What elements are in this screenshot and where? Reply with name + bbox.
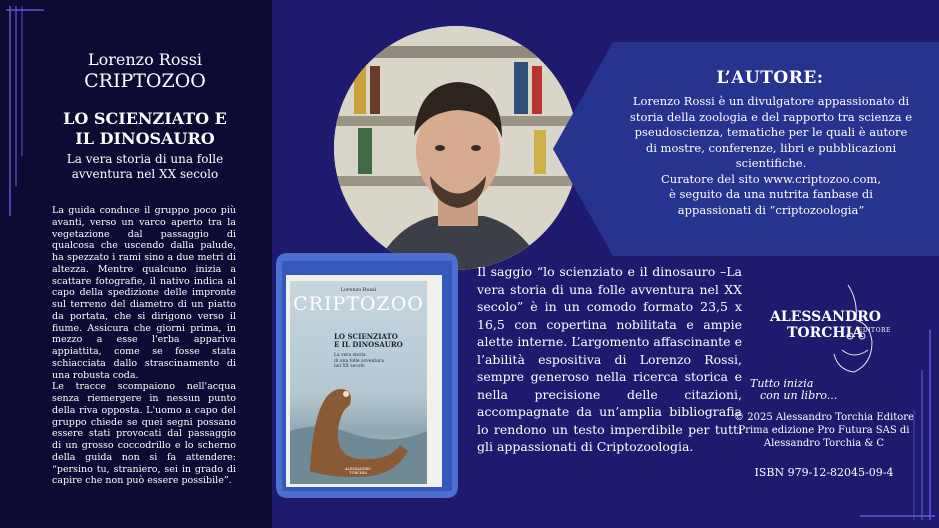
about-line: è seguito da una nutrita fanbase di: [669, 187, 873, 201]
book-subtitle: [40, 152, 250, 182]
decorative-stripes: [860, 330, 935, 520]
tagline-line: con un libro...: [760, 389, 838, 402]
isbn: ISBN 979-12-82045-09-4: [754, 466, 894, 479]
copyright-line: Alessandro Torchia & C: [763, 438, 885, 449]
about-line: appassionati di “criptozoologia”: [677, 202, 865, 217]
about-line: scientifiche.: [735, 156, 807, 170]
cover-subtitle-line: nel XX secolo: [334, 364, 365, 369]
cover-title: [334, 333, 403, 349]
cover-title-line: LO SCIENZIATO: [334, 332, 398, 341]
publisher-name-line: ALESSANDRO: [770, 309, 881, 325]
book-subtitle-line: La vera storia di una folle: [66, 152, 224, 166]
book-description: Il saggio “lo scienziato e il dinosauro –La vera storia di una folle avventura nel XX secolo” è in un comodo formato 23,5 x 16,5 con copertina nobilitata e ampie alette interne. L’argomento affascinante e l’abilità espositiva di Lorenzo Rossi, sempre generoso nella ricerca storica e nella precisione delle citazioni, accompagnate da un’amplia bibliografia lo rendono un testo imperdibile per tutti gli appassionati di Criptozoologia.: [477, 264, 742, 454]
cover-title-line: E IL DINOSAURO: [334, 340, 403, 349]
cover-publisher: ALESSANDRO TORCHIA: [344, 467, 372, 475]
book-cover: [290, 281, 427, 484]
cover-subtitle-line: di una folle avventura: [334, 358, 384, 364]
excerpt-paragraph: La guida conduce il gruppo poco più avanti, verso un varco aperto tra la vegetazione dal passaggio di qualcosa che uscendo dalla palude, ha spezzato i rami sino a due metri di altezza. Mentre qualcuno inizia a scattare fotografie, il nativo indica al capo della spedizione delle impronte sul terreno del diametro di un piatto da portata, che si dirigono verso il fiume. Assicura che giorni prima, in mezzo a esse l'erba appariva appiattita, come se fosse stata schiacciata dallo strascinamento di una robusta coda.: [52, 205, 236, 381]
author-name: Lorenzo Rossi: [87, 50, 203, 69]
book-excerpt: [52, 205, 236, 487]
book-title: [40, 109, 250, 149]
about-heading: L’AUTORE:: [716, 68, 824, 88]
cover-series: CRIPTOZOO: [293, 293, 424, 315]
about-line: Lorenzo Rossi è un divulgatore appassionato di: [632, 94, 910, 108]
copyright-line: © 2025 Alessandro Torchia Editore: [734, 412, 914, 423]
copyright-line: Prima edizione Pro Futura SAS di: [738, 425, 910, 436]
about-line: storia della zoologia e del rapporto tra scienza e: [629, 109, 913, 124]
book-subtitle-line: avventura nel XX secolo: [71, 167, 219, 181]
cover-subtitle-line: La vera storia: [334, 353, 366, 358]
about-line: pseudoscienza, tematiche per le quali è autore: [634, 125, 908, 139]
book-title-line: IL DINOSAURO: [75, 129, 215, 148]
excerpt-paragraph: Le tracce scompaiono nell'acqua senza riemergere in nessun punto della riva opposta. L'uomo a capo del gruppo chiede se quei segni possano essere stati provocati dal passaggio di un grosso coccodrillo e lo scherno della guida non si fa attendere: “persino tu, straniero, sei in grado di capire che non può essere possibile”.: [52, 381, 236, 487]
cover-author: Lorenzo Rossi: [340, 287, 377, 293]
publisher-editore: EDITORE: [858, 327, 891, 334]
author-photo: [334, 26, 578, 270]
about-text: [612, 94, 930, 218]
tagline-line: Tutto inizia: [750, 377, 814, 390]
cover-subtitle: [334, 353, 384, 370]
series-name: CRIPTOZOO: [84, 70, 206, 92]
book-title-line: LO SCIENZIATO E: [63, 109, 227, 128]
about-line: Curatore del sito www.criptozoo.com,: [661, 171, 881, 186]
publisher-name-line: TORCHIA: [786, 325, 864, 341]
about-line: di mostre, conferenze, libri e pubblicazioni: [645, 140, 897, 155]
